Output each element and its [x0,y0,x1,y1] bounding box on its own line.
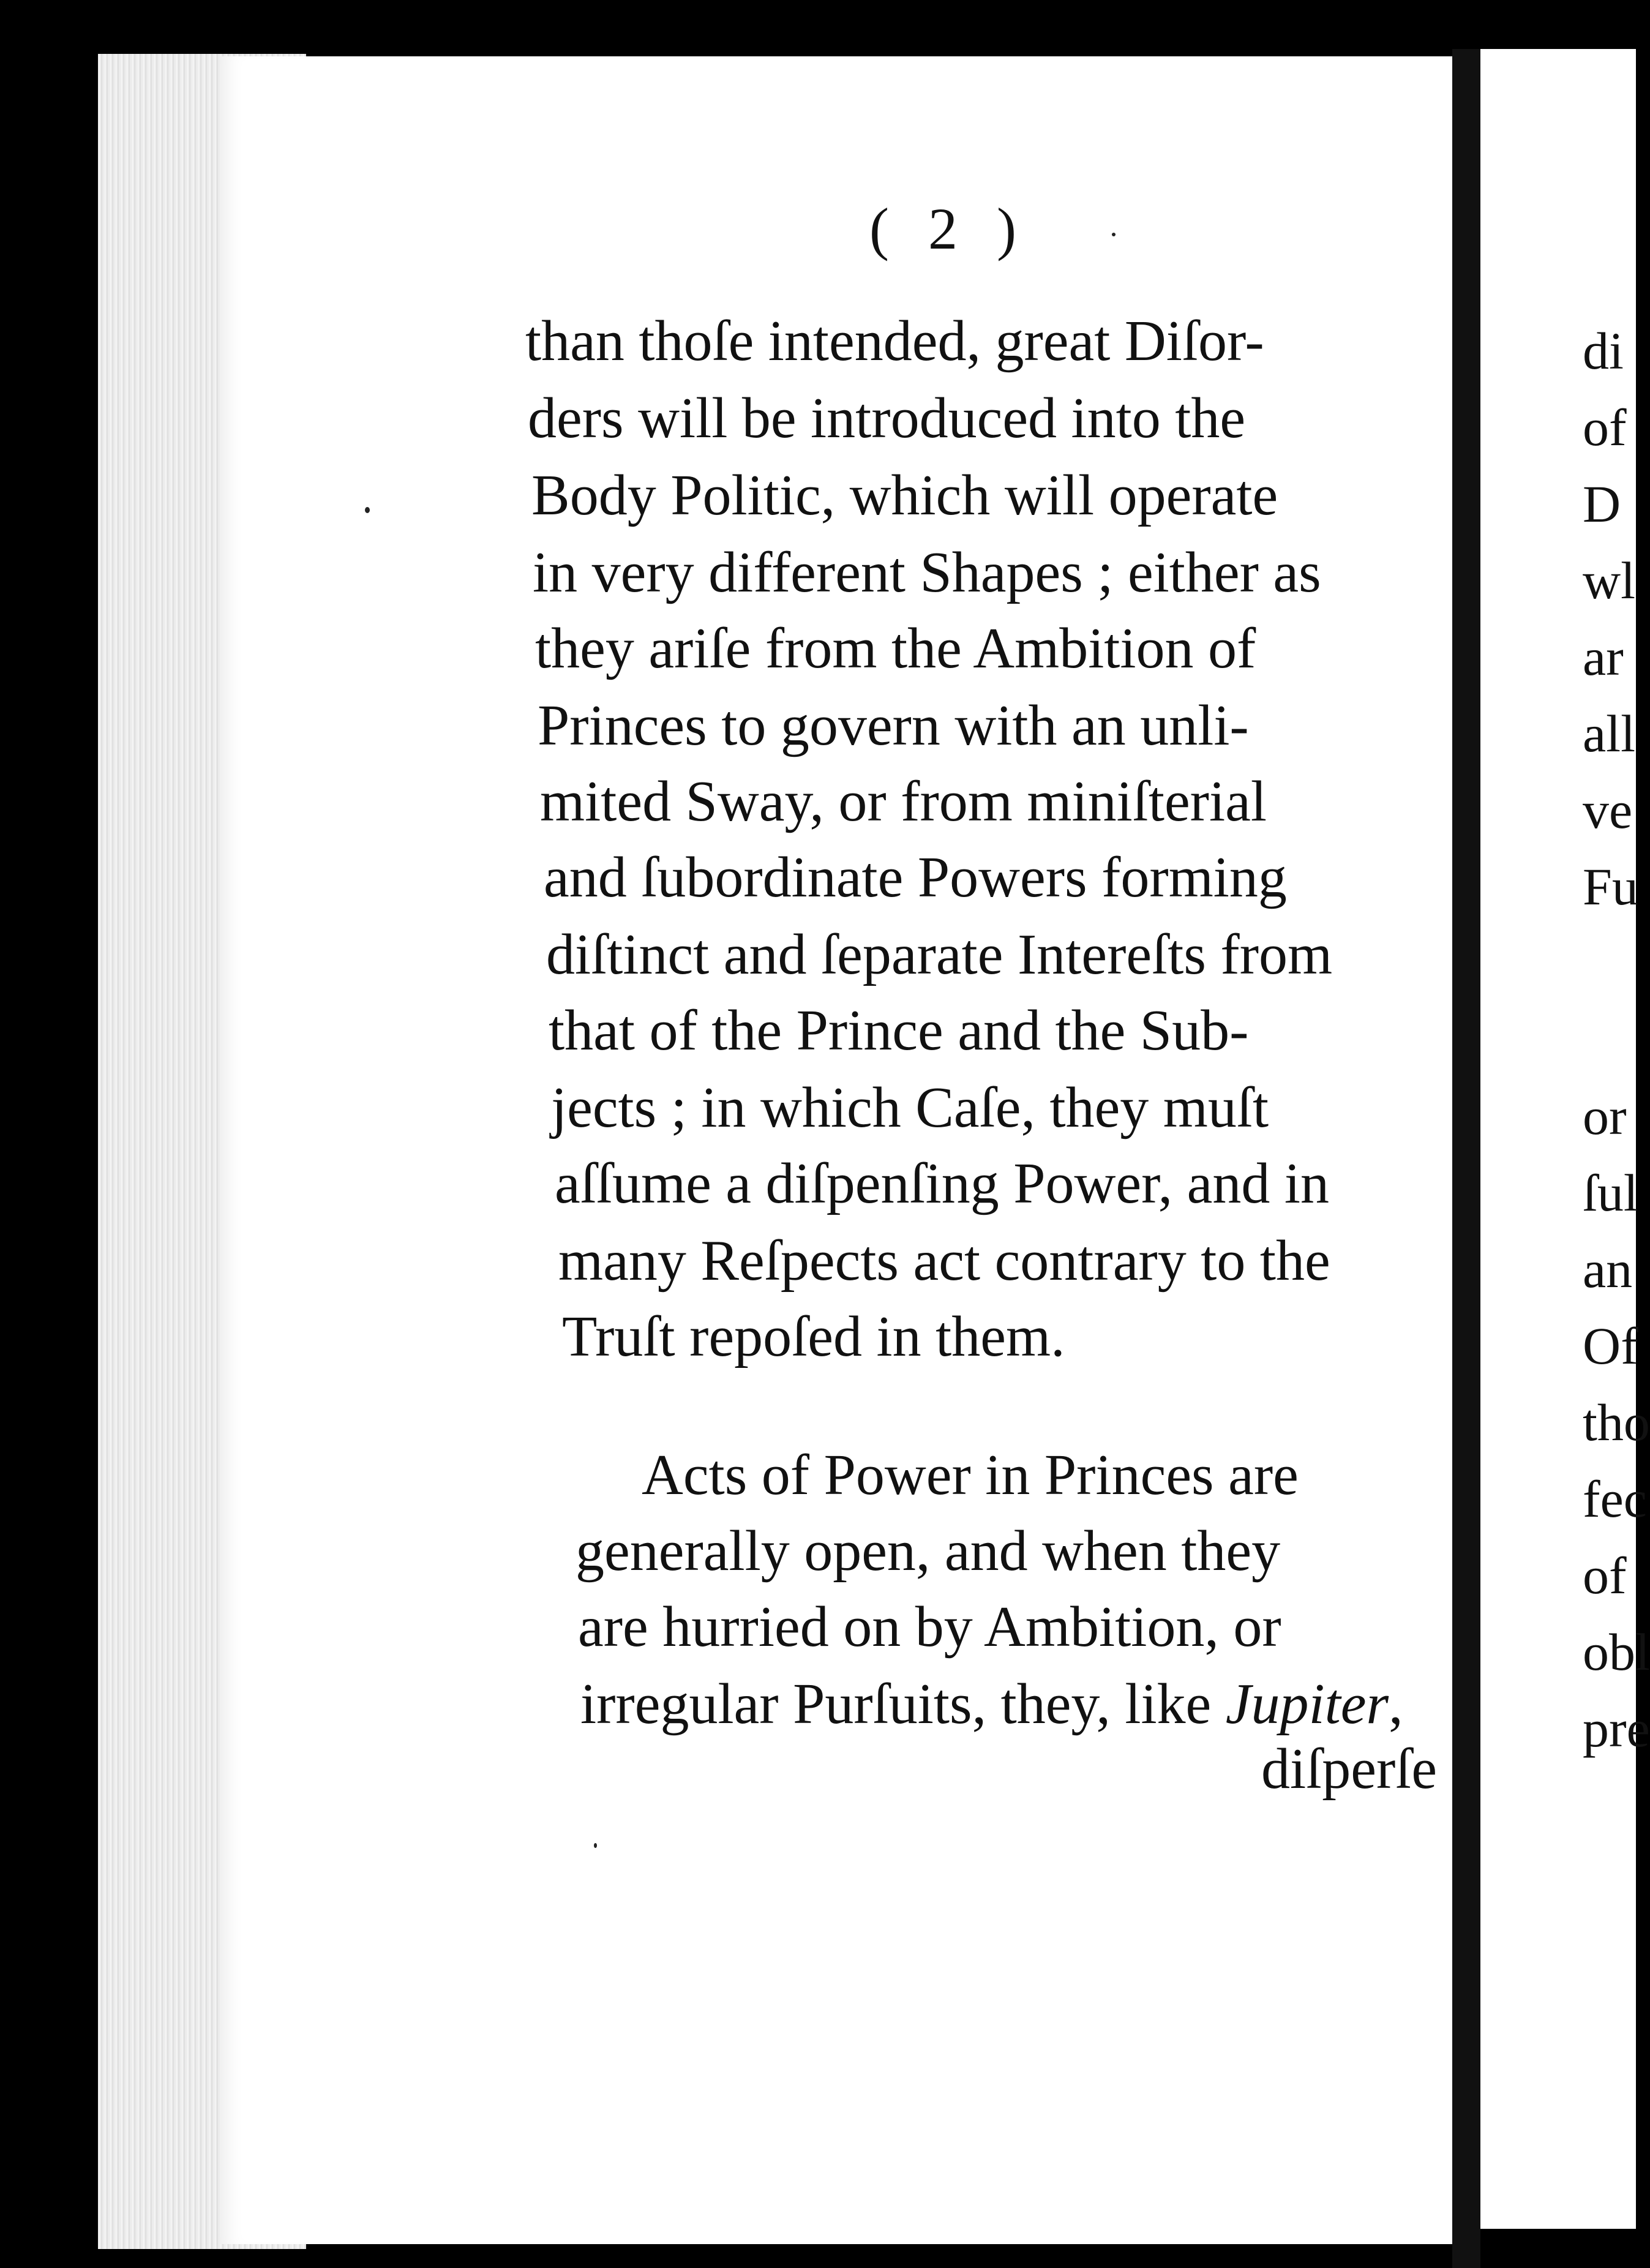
facing-text-fragment: tho [1583,1393,1650,1452]
text-line: Acts of Power in Princes are [642,1443,1299,1507]
text-line: aſſume a diſpenſing Power, and in [555,1152,1329,1215]
book-gutter [1452,49,1480,2268]
left-page [220,56,1457,2244]
facing-text-fragment: di [1583,321,1624,380]
text-line: Truſt repoſed in them. [562,1305,1065,1369]
dust-speck [365,507,370,513]
facing-text-fragment: D [1583,475,1621,533]
facing-text-fragment: obl [1583,1623,1650,1681]
text-line: in very different Shapes ; either as [533,541,1321,604]
page-number: ( 2 ) [869,196,1029,261]
text-line: that of the Prince and the Sub- [549,999,1249,1062]
dust-speck [1112,233,1116,236]
text-line: Princes to govern with an unli- [538,694,1249,757]
text-line: generally open, and when they [576,1519,1281,1583]
facing-text-fragment: Of [1583,1316,1638,1375]
text-span: irregular Purſuits, they, like [580,1672,1226,1736]
text-line: ders will be introduced into the [528,386,1246,450]
dust-speck [594,1843,597,1848]
facing-text-fragment: ſul [1583,1163,1638,1222]
facing-text-fragment: all [1583,704,1635,763]
text-line: Body Politic, which will operate [531,464,1278,527]
text-line: jects ; in which Caſe, they muſt [551,1076,1269,1140]
text-line: mited Sway, or from miniſterial [540,770,1267,833]
text-line: many Reſpects act contrary to the [558,1229,1330,1293]
facing-text-fragment: ve [1583,781,1633,839]
facing-text-fragment: or [1583,1087,1627,1146]
facing-text-fragment: wl [1583,551,1635,610]
catchword: diſperſe [1261,1737,1438,1801]
text-line: they ariſe from the Ambition of [535,617,1256,680]
facing-text-fragment: of [1583,1546,1627,1605]
facing-text-fragment: Fu [1583,857,1638,916]
facing-text-fragment: pre [1583,1699,1650,1758]
facing-text-fragment: ar [1583,628,1624,686]
text-line: than thoſe intended, great Diſor- [525,309,1264,373]
text-line [580,1672,1403,1736]
italic-name: Jupiter [1225,1672,1389,1736]
facing-text-fragment: fec [1583,1470,1647,1528]
text-line: diſtinct and ſeparate Intereſts from [546,923,1333,986]
text-line: are hurried on by Ambition, or [578,1595,1281,1659]
facing-text-fragment: of [1583,398,1627,457]
facing-text-fragment: an [1583,1240,1633,1299]
text-span: , [1389,1672,1403,1736]
text-line: and ſubordinate Powers forming [544,846,1287,909]
